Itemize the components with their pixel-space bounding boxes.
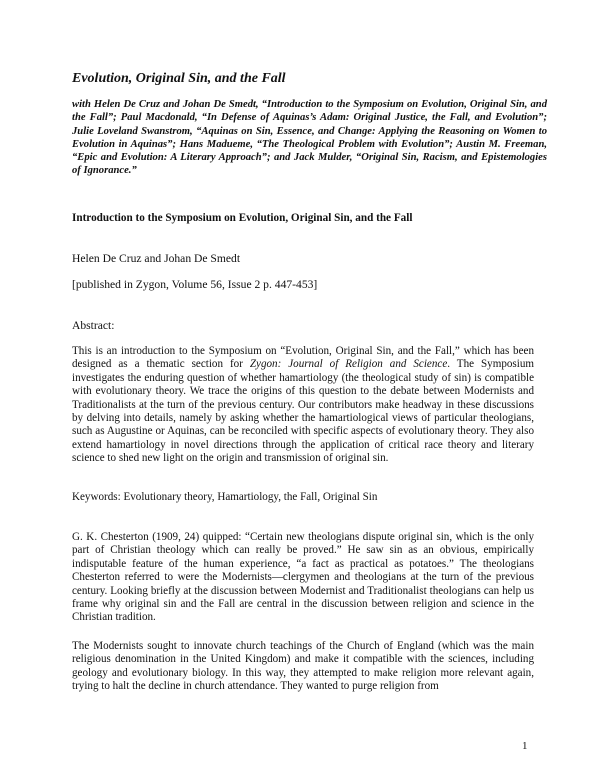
abstract-label: Abstract: <box>72 319 115 332</box>
contributors-list: with Helen De Cruz and Johan De Smedt, “Introduction to the Symposium on Evolution, Original Sin, and the Fall”; Paul Macdonald, “In Defense of Aquinas’s Adam: Original Justice, the Fall, and Evolution”; Julie Loveland Swanstrom, “Aquinas on Sin, Essence, and Change: Applying the Reasoning on Women to Evolution in Aquinas”; Hans Madueme, “The Theological Problem with Evolution”; Austin M. Freeman, “Epic and Evolution: A Literary Approach”; and Jack Mulder, “Original Sin, Racism, and Epistemologies of Ignorance.” <box>72 99 547 177</box>
abstract-text-after: . The Symposium investigates the enduring question of whether hamartiology (the theological study of sin) is compatible with evolutionary theory. We trace the origins of this question to the debate between Modernists and Traditionalists at the turn of the previous century. Our contributors make headway in these discussions by delving into details, namely by asking whether the hamartiological views of particular theologians, such as Augustine or Aquinas, can be reconciled with specific aspects of evolutionary theory. They also extend hamartiology in novel directions through the application of critical race theory and literary science to shed new light on the origin and transmission of original sin. <box>72 358 534 465</box>
abstract-text <box>72 345 534 466</box>
authors-line: Helen De Cruz and Johan De Smedt <box>72 252 241 265</box>
page-number: 1 <box>522 740 528 752</box>
abstract-text-before: This is an introduction to the Symposium on “Evolution, Original Sin, and the Fall,” which has been designed as a thematic section for <box>72 345 534 371</box>
keywords-line: Keywords: Evolutionary theory, Hamartiology, the Fall, Original Sin <box>72 491 378 503</box>
publication-info: [published in Zygon, Volume 56, Issue 2 p. 447-453] <box>72 278 318 291</box>
journal-name: Zygon: Journal of Religion and Science <box>249 358 448 371</box>
body-paragraph: The Modernists sought to innovate church teachings of the Church of England (which was the main religious denomination in the United Kingdom) and make it compatible with the sciences, including geology and evolutionary biology. In this way, they attempted to make religion more relevant again, trying to halt the decline in church attendance. They wanted to purge religion from <box>72 640 534 693</box>
section-title: Introduction to the Symposium on Evolution, Original Sin, and the Fall <box>72 212 413 224</box>
document-title: Evolution, Original Sin, and the Fall <box>72 71 286 86</box>
body-paragraph: G. K. Chesterton (1909, 24) quipped: “Certain new theologians dispute original sin, which is the only part of Christian theology which can really be proved.” He saw sin as an obvious, empirically indisputable feature of the human experience, “a fact as practical as potatoes.” The theologians Chesterton referred to were the Modernists—clergymen and theologians at the turn of the previous century. Looking briefly at the discussion between Modernist and Traditionalist theologians can help us frame why original sin and the Fall are central in the discussion between religion and science in the Christian tradition. <box>72 531 534 624</box>
